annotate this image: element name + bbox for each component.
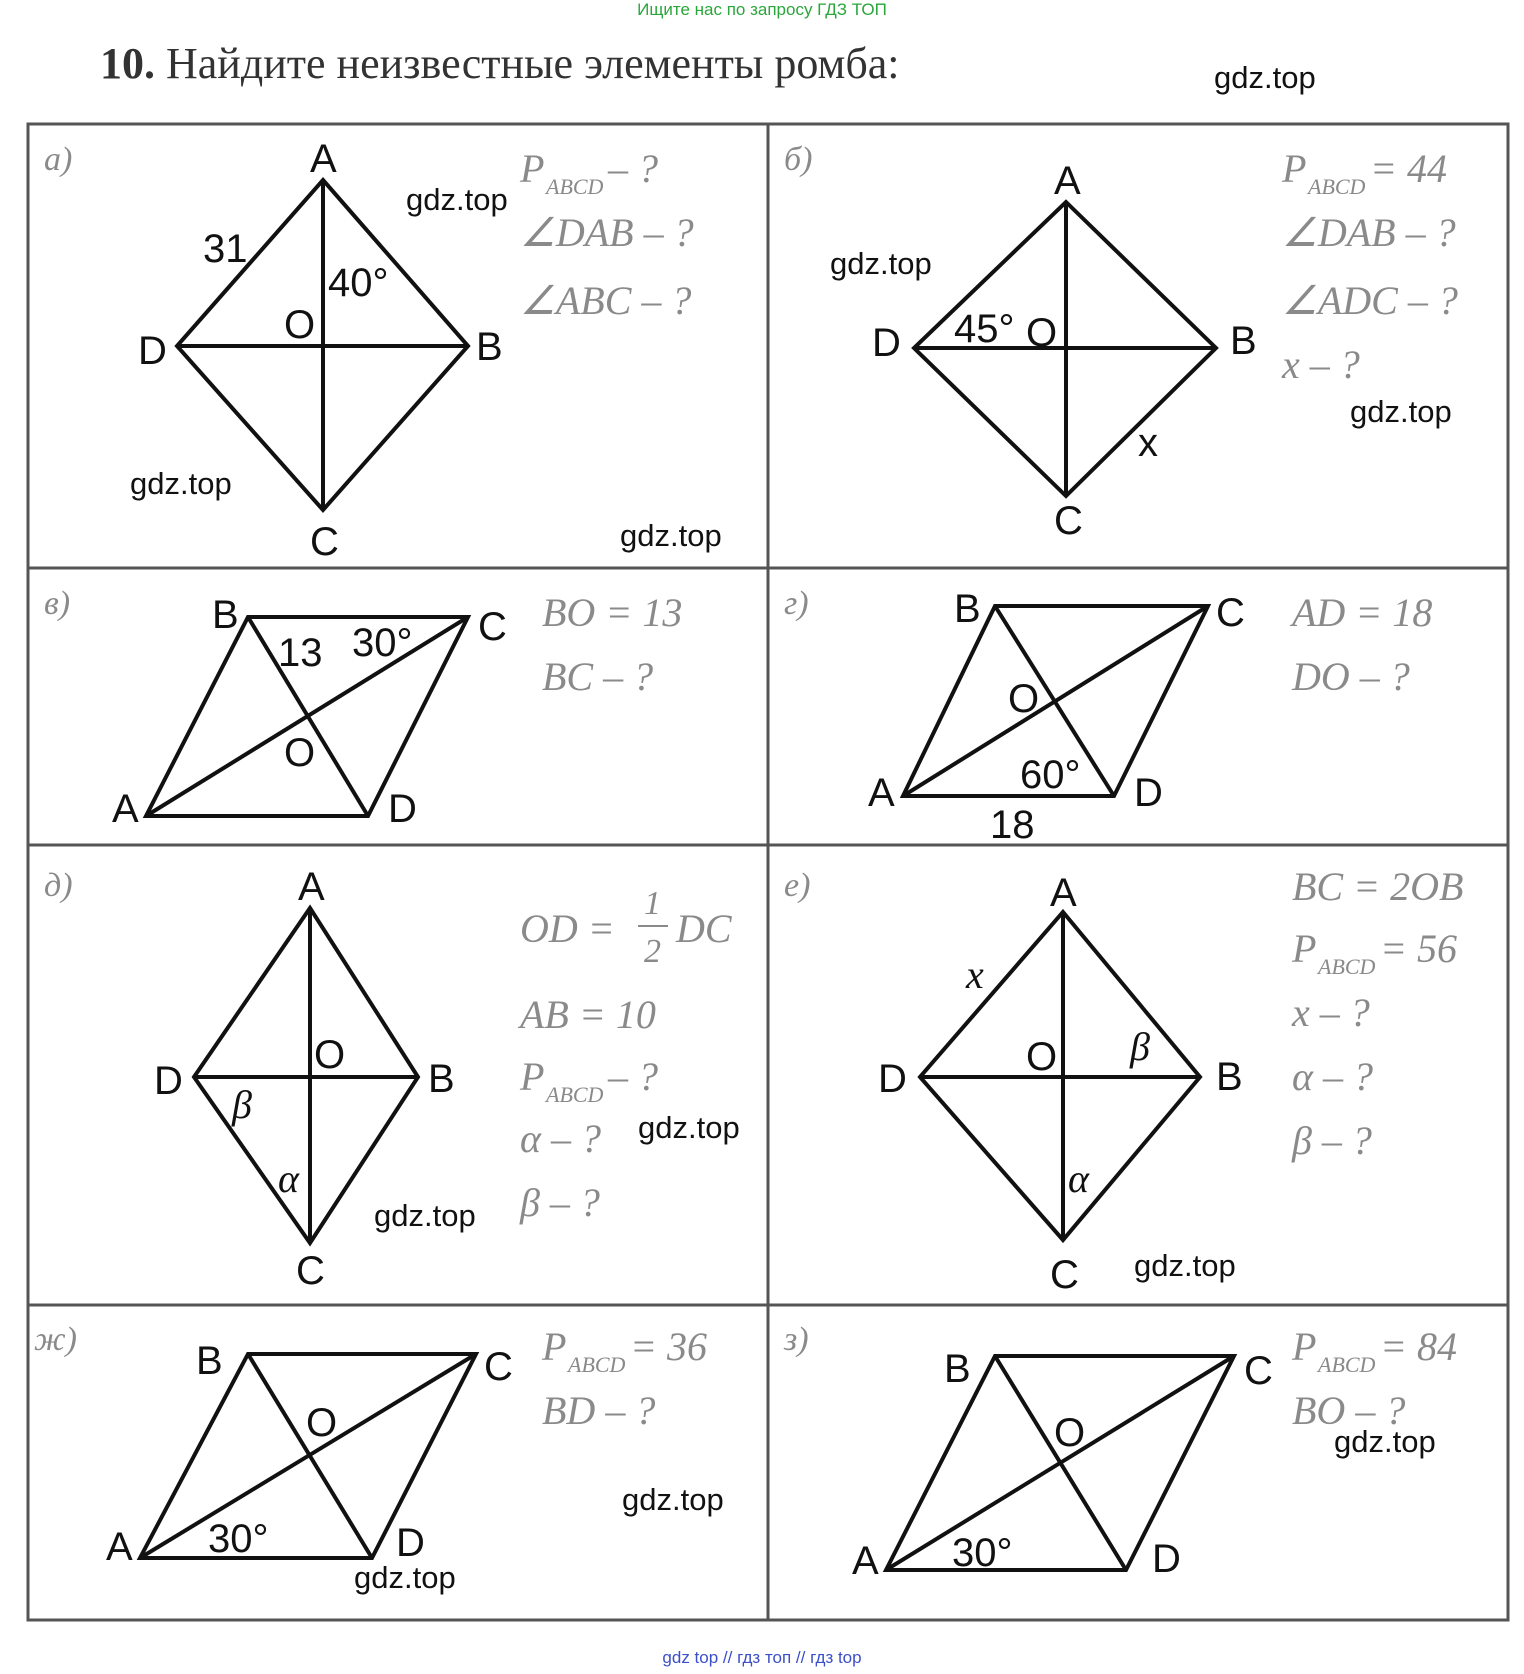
cell-b-given-p-sub: ABCD — [1308, 174, 1366, 199]
cell-zh-angle: 30° — [208, 1517, 269, 1561]
cell-d-given-od: OD = — [520, 906, 615, 951]
cell-zh-label-o: O — [306, 1401, 338, 1445]
cell-b-label-c: C — [1054, 499, 1083, 543]
watermark: gdz.top — [1214, 60, 1316, 95]
cell-z-given-line-2: BO – ? — [1292, 1388, 1406, 1433]
cell-zh-given — [541, 1324, 707, 1433]
cell-b-given-line-4: x – ? — [1282, 342, 1360, 387]
cell-d-given-dc: DC — [676, 906, 732, 951]
cell-g-label-o: O — [1008, 677, 1040, 721]
cell-e-alpha: α — [1068, 1156, 1089, 1201]
cell-d-beta: β — [232, 1082, 252, 1127]
cell-zh-label-c: C — [484, 1345, 513, 1389]
cell-d-label-b: B — [428, 1057, 455, 1101]
cell-b-label-b: B — [1230, 319, 1257, 363]
cell-v — [44, 585, 682, 831]
cell-g-given-line-1: AD = 18 — [1292, 590, 1433, 635]
cell-e-label-b: B — [1216, 1055, 1243, 1099]
cell-g-side-value: 18 — [990, 803, 1035, 847]
cell-g-label-d: D — [1134, 771, 1163, 815]
cell-e — [784, 864, 1463, 1297]
cell-d-alpha: α — [278, 1156, 299, 1201]
cell-zh-given-p-sub: ABCD — [568, 1352, 626, 1377]
cell-zh — [34, 1321, 707, 1569]
cell-z-diagonal-bd — [995, 1356, 1126, 1570]
cell-a-label-d: D — [138, 329, 167, 373]
cell-e-given-line-4: α – ? — [1292, 1054, 1373, 1099]
cell-z-given-p: P — [1292, 1324, 1317, 1369]
cell-zh-id: ж) — [34, 1321, 77, 1358]
cell-z-label-o: O — [1054, 1411, 1086, 1455]
cell-e-side-x: x — [966, 952, 984, 997]
cell-v-given-line-1: BO = 13 — [542, 590, 683, 635]
cell-zh-given-p-rest: = 36 — [630, 1324, 707, 1369]
watermark: gdz.top — [638, 1110, 740, 1145]
cell-g-given-line-2: DO – ? — [1292, 654, 1410, 699]
cell-e-given-p-sub: ABCD — [1318, 954, 1376, 979]
cell-b-given — [1281, 146, 1458, 387]
bottom-links[interactable]: gdz top // гдз топ // гдз top — [662, 1648, 862, 1667]
cell-v-segment-value: 13 — [278, 631, 323, 675]
cell-e-label-c: C — [1050, 1253, 1079, 1297]
cell-a-given-line-2: ∠DAB – ? — [520, 210, 694, 255]
cell-z-angle: 30° — [952, 1531, 1013, 1575]
cell-g-label-c: C — [1216, 591, 1245, 635]
cell-z-given-p-rest: = 84 — [1380, 1324, 1457, 1369]
watermark: gdz.top — [354, 1560, 456, 1595]
cell-e-given-p-rest: = 56 — [1380, 926, 1457, 971]
cell-g — [784, 585, 1432, 847]
watermark: gdz.top — [1334, 1424, 1436, 1459]
watermark: gdz.top — [1134, 1248, 1236, 1283]
cell-d-given-p: P — [520, 1054, 545, 1099]
cell-e-given-line-5: β – ? — [1292, 1118, 1372, 1163]
cell-d-given-p-rest: – ? — [608, 1054, 658, 1099]
cell-v-given — [542, 590, 682, 699]
cell-a-angle: 40° — [328, 261, 389, 305]
cell-g-angle: 60° — [1020, 753, 1081, 797]
cell-d-given-p-sub: ABCD — [546, 1082, 604, 1107]
cell-g-given — [1289, 590, 1432, 699]
cell-a-side-length: 31 — [203, 227, 248, 271]
cell-a-given-p-sub: ABCD — [546, 174, 604, 199]
cell-e-beta: β — [1130, 1024, 1150, 1069]
cell-d-given-line-2: AB = 10 — [520, 992, 656, 1037]
cell-e-given — [1291, 864, 1463, 1163]
watermark: gdz.top — [830, 246, 932, 281]
cell-zh-label-b: B — [196, 1339, 223, 1383]
cell-z-label-c: C — [1244, 1349, 1273, 1393]
cell-a-given-line-3: ∠ABC – ? — [520, 278, 692, 323]
cell-v-label-c: C — [478, 605, 507, 649]
watermark: gdz.top — [374, 1198, 476, 1233]
cell-a-label-b: B — [476, 325, 503, 369]
cell-b — [784, 141, 1458, 543]
cell-z-label-b: B — [944, 1347, 971, 1391]
cell-d-given-denominator: 2 — [644, 933, 661, 970]
cell-v-label-b: B — [212, 593, 239, 637]
cell-v-label-a: A — [112, 787, 139, 831]
cell-e-label-d: D — [878, 1057, 907, 1101]
cell-v-angle: 30° — [352, 621, 413, 665]
cell-e-label-a: A — [1050, 871, 1077, 915]
watermark: gdz.top — [406, 182, 508, 217]
cell-b-given-line-2: ∠DAB – ? — [1282, 210, 1456, 255]
cell-b-label-o: O — [1026, 311, 1058, 355]
cell-a-label-a: A — [310, 137, 337, 181]
cell-z-label-a: A — [852, 1539, 879, 1583]
cell-v-given-line-2: BC – ? — [542, 654, 654, 699]
cell-zh-given-line-2: BD – ? — [542, 1388, 656, 1433]
watermark: gdz.top — [622, 1482, 724, 1517]
cell-e-given-line-1: BC = 2OB — [1292, 864, 1464, 909]
cell-a-given-p: P — [520, 146, 545, 191]
top-search-link[interactable]: Ищите нас по запросу ГДЗ ТОП — [637, 0, 887, 19]
cell-b-side-x: x — [1138, 421, 1158, 465]
cell-d-given-numerator: 1 — [644, 885, 661, 922]
cell-e-given-line-3: x – ? — [1292, 990, 1370, 1035]
cell-d-label-a: A — [298, 865, 325, 909]
cell-g-id: г) — [784, 585, 809, 622]
cell-e-label-o: O — [1026, 1035, 1058, 1079]
cell-d-label-o: O — [314, 1033, 346, 1077]
cell-a-given-p-rest: – ? — [608, 146, 658, 191]
watermark: gdz.top — [1350, 394, 1452, 429]
cell-z-given-p-sub: ABCD — [1318, 1352, 1376, 1377]
cell-v-label-o: O — [284, 731, 316, 775]
cell-d-label-d: D — [154, 1059, 183, 1103]
cell-g-label-a: A — [868, 771, 895, 815]
cell-d-given — [517, 885, 733, 1225]
watermark: gdz.top — [130, 466, 232, 501]
cell-b-given-line-3: ∠ADC – ? — [1282, 278, 1458, 323]
cell-a-label-c: C — [310, 520, 339, 564]
cell-z-given — [1291, 1324, 1457, 1433]
cell-d-label-c: C — [296, 1249, 325, 1293]
exercise-title: Найдите неизвестные элементы ромба: — [166, 39, 900, 88]
cell-b-id: б) — [784, 141, 813, 178]
cell-b-given-p: P — [1282, 146, 1307, 191]
cell-b-label-a: A — [1054, 159, 1081, 203]
cell-b-angle: 45° — [954, 307, 1015, 351]
cell-d-id: д) — [44, 867, 73, 904]
cell-v-label-d: D — [388, 787, 417, 831]
cell-g-label-b: B — [954, 587, 981, 631]
cell-zh-label-a: A — [106, 1525, 133, 1569]
cell-v-id: в) — [44, 585, 71, 622]
cell-zh-given-p: P — [542, 1324, 567, 1369]
cell-z-id: з) — [784, 1321, 809, 1358]
cell-d-given-line-5: β – ? — [520, 1180, 600, 1225]
cell-a-id: а) — [44, 141, 73, 178]
cell-a-label-o: O — [284, 303, 316, 347]
watermark: gdz.top — [620, 518, 722, 553]
cell-a-given — [519, 146, 694, 323]
exercise-number: 10. — [100, 39, 155, 88]
cell-b-given-p-rest: = 44 — [1370, 146, 1447, 191]
cell-d-given-line-4: α – ? — [520, 1116, 601, 1161]
cell-z-label-d: D — [1152, 1537, 1181, 1581]
cell-e-given-p: P — [1292, 926, 1317, 971]
cell-e-id: е) — [784, 867, 811, 904]
cell-b-label-d: D — [872, 321, 901, 365]
cell-zh-label-d: D — [396, 1521, 425, 1565]
